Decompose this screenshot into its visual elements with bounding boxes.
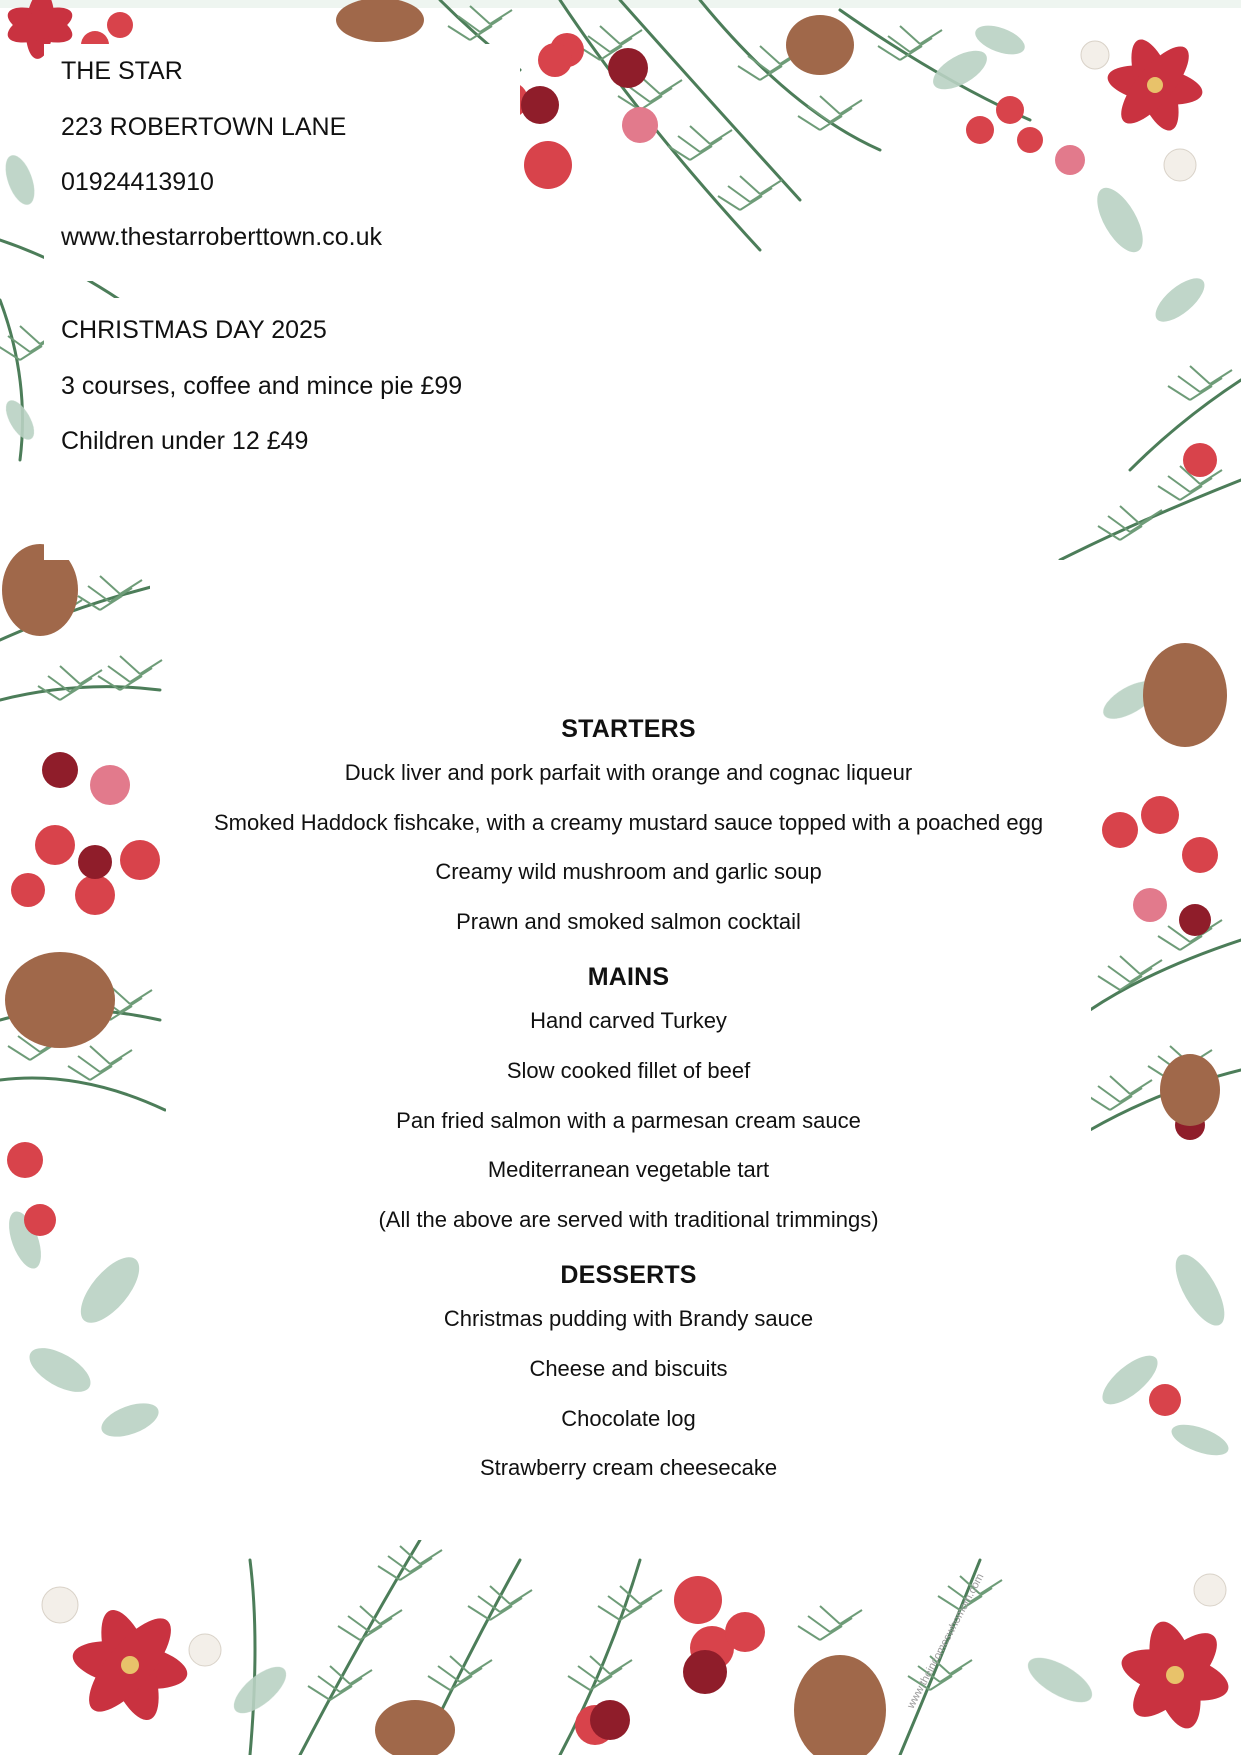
- offer-title: CHRISTMAS DAY 2025: [61, 316, 327, 344]
- offer-price: 3 courses, coffee and mince pie £99: [61, 372, 463, 400]
- menu-item: Hand carved Turkey: [530, 1008, 727, 1034]
- menu-item: Mediterranean vegetable tart: [487, 1157, 770, 1183]
- venue-address: 223 ROBERTOWN LANE: [61, 113, 347, 141]
- bottom-foliage: [226, 1540, 1098, 1755]
- menu-item: Creamy wild mushroom and garlic soup: [435, 859, 822, 885]
- menu-item: Strawberry cream cheesecake: [479, 1455, 778, 1481]
- mains-section: [166, 956, 1091, 1234]
- desserts-section: [166, 1254, 1091, 1483]
- venue-website[interactable]: www.thestarroberttown.co.uk: [61, 223, 382, 251]
- menu: [166, 708, 1091, 1503]
- desserts-heading: DESSERTS: [560, 1261, 697, 1290]
- menu-item: Duck liver and pork parfait with orange and cognac liqueur: [344, 760, 913, 785]
- menu-item: Cheese and biscuits: [529, 1355, 728, 1381]
- poinsettia-bottom-right: [1116, 1616, 1234, 1734]
- menu-item: Smoked Haddock fishcake, with a creamy mustard sauce topped with a poached egg: [213, 809, 1044, 835]
- menu-note: (All the above are served with traditional trimmings): [378, 1206, 879, 1232]
- poinsettia-top-right: [1105, 34, 1206, 137]
- menu-item: Chocolate log: [561, 1405, 696, 1431]
- menu-item: Slow cooked fillet of beef: [506, 1057, 751, 1083]
- venue-phone: 01924413910: [61, 168, 214, 196]
- menu-item: Christmas pudding with Brandy sauce: [443, 1306, 814, 1332]
- offer-children-price: Children under 12 £49: [61, 427, 309, 455]
- mains-heading: MAINS: [587, 963, 670, 992]
- artist-watermark: www.theincomeswhomom.com: [905, 1571, 987, 1711]
- menu-item: Prawn and smoked salmon cocktail: [456, 908, 801, 934]
- starters-section: [166, 708, 1091, 937]
- poinsettia-bottom-left: [69, 1603, 191, 1727]
- starters-heading: STARTERS: [561, 715, 696, 743]
- venue-name: THE STAR: [61, 57, 183, 85]
- menu-item: Pan fried salmon with a parmesan cream sauce: [396, 1107, 861, 1133]
- offer-panel-gap-fill: [150, 480, 530, 600]
